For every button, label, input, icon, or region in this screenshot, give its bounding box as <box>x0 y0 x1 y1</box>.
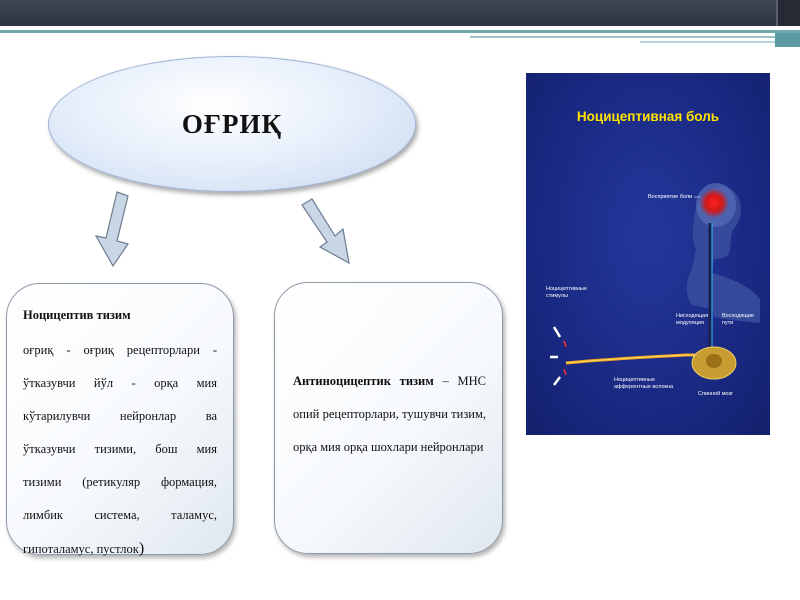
stimulus-mark <box>564 341 566 347</box>
text-line: оғриқ - оғриқ рецепторлари - <box>23 343 217 357</box>
nociceptive-system-text <box>23 334 217 566</box>
antinociceptive-system-text <box>293 365 486 464</box>
text-line: лимбик система, таламус, <box>23 508 217 522</box>
main-concept-ellipse <box>48 56 416 192</box>
main-concept-title: ОҒРИҚ <box>181 108 283 139</box>
poster-title: Ноцицептивная боль <box>576 109 720 124</box>
label-afferent-fibers: Ноцицептивные афферентные волокна <box>614 377 674 390</box>
top-banner-edge <box>776 0 800 26</box>
arrow-down-left-icon <box>90 190 150 270</box>
stimulus-arrow <box>554 377 560 385</box>
antinociceptive-term: Антиноцицептик тизим <box>293 374 434 388</box>
label-pain-perception: Восприятие боли <box>648 194 693 200</box>
nociceptive-system-heading: Ноцицептив тизим <box>23 308 131 322</box>
text-line: ўтказувчи йўл - орқа мия <box>23 376 217 390</box>
accent-line <box>470 36 800 38</box>
text-line: кўтарилувчи нейронлар ва <box>23 409 217 423</box>
antinociceptive-system-box <box>274 282 503 554</box>
text-line: гипоталамус, пустлок <box>23 542 139 556</box>
text-line: тизими (ретикуляр формация, <box>23 475 217 489</box>
label-spinal-cord: Спинной мозг <box>698 391 734 397</box>
label-nociceptive-stimuli: Ноцицептивные стимулы <box>546 286 587 299</box>
top-banner <box>0 0 800 26</box>
antinociceptive-description: – МНС опий рецепторлари, тушувчи тизим, орқа мия орқа шохлари нейронлари <box>293 374 486 454</box>
arrow-down-right-icon <box>298 197 358 269</box>
accent-line <box>0 30 800 33</box>
stimulus-arrow <box>554 327 560 337</box>
afferent-nerve <box>566 355 704 363</box>
text-line: ўтказувчи тизими, бош мия <box>23 442 217 456</box>
accent-block <box>775 33 800 47</box>
closing-paren: ) <box>138 540 145 557</box>
nociceptive-system-box <box>6 283 234 555</box>
nociceptive-pain-illustration <box>526 73 770 435</box>
label-ascending-paths: Восходящие пути <box>722 313 754 326</box>
pain-center <box>699 188 729 218</box>
spinal-segment-core <box>706 354 722 368</box>
label-descending-modulation: Нисходящая модуляция <box>676 313 709 326</box>
stimulus-mark <box>564 369 566 375</box>
